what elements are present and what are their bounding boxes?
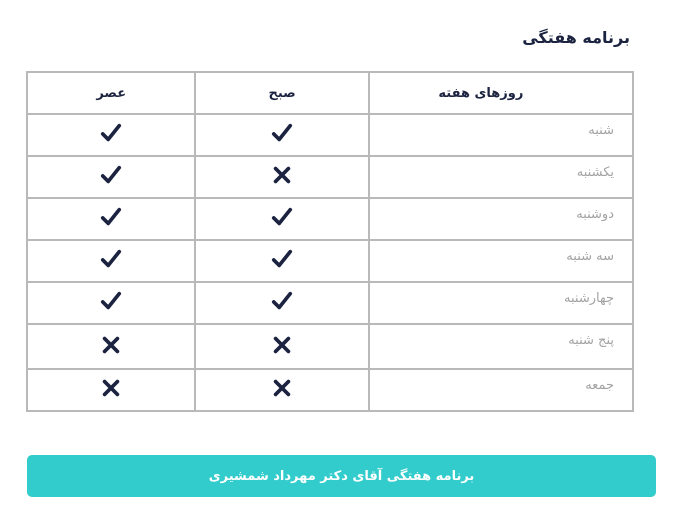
morning-cell xyxy=(195,240,368,282)
day-cell xyxy=(369,198,633,240)
day-label: سه شنبه xyxy=(566,249,614,264)
header-days-label: روزهای هفته xyxy=(438,85,524,101)
day-cell xyxy=(369,369,633,411)
cross-icon xyxy=(271,377,293,399)
day-label: چهارشنبه xyxy=(564,291,614,306)
check-icon xyxy=(100,290,122,312)
cross-icon xyxy=(271,164,293,186)
check-icon xyxy=(271,206,293,228)
check-icon xyxy=(100,248,122,270)
afternoon-cell xyxy=(27,282,195,324)
afternoon-cell xyxy=(27,324,195,369)
table-row xyxy=(27,198,633,240)
morning-cell xyxy=(195,198,368,240)
check-icon xyxy=(100,122,122,144)
morning-cell xyxy=(195,282,368,324)
check-icon xyxy=(271,290,293,312)
day-label: پنج شنبه xyxy=(568,333,614,348)
day-label: دوشنبه xyxy=(576,207,614,222)
header-days xyxy=(369,72,633,114)
day-cell xyxy=(369,282,633,324)
afternoon-cell xyxy=(27,114,195,156)
afternoon-cell xyxy=(27,198,195,240)
cross-icon xyxy=(100,334,122,356)
table-row xyxy=(27,240,633,282)
day-cell xyxy=(369,324,633,369)
check-icon xyxy=(100,164,122,186)
table-header-row xyxy=(27,72,633,114)
cross-icon xyxy=(100,377,122,399)
weekly-schedule-table xyxy=(26,71,634,412)
table-row xyxy=(27,282,633,324)
table-row xyxy=(27,324,633,369)
afternoon-cell xyxy=(27,240,195,282)
morning-cell xyxy=(195,156,368,198)
morning-cell xyxy=(195,369,368,411)
afternoon-cell xyxy=(27,369,195,411)
day-label: یکشنبه xyxy=(576,165,614,180)
day-cell xyxy=(369,156,633,198)
day-label: جمعه xyxy=(585,378,614,393)
weekly-schedule-button[interactable]: برنامه هفتگی آقای دکتر مهرداد شمشیری xyxy=(27,455,656,497)
header-afternoon: عصر xyxy=(27,72,195,114)
table-row xyxy=(27,114,633,156)
morning-cell xyxy=(195,324,368,369)
page-title: برنامه هفتگی xyxy=(522,28,630,47)
cross-icon xyxy=(271,334,293,356)
check-icon xyxy=(271,248,293,270)
day-cell xyxy=(369,114,633,156)
header-morning: صبح xyxy=(195,72,368,114)
table-row xyxy=(27,369,633,411)
check-icon xyxy=(100,206,122,228)
day-label: شنبه xyxy=(588,123,614,138)
check-icon xyxy=(271,122,293,144)
day-cell xyxy=(369,240,633,282)
table-row xyxy=(27,156,633,198)
afternoon-cell xyxy=(27,156,195,198)
morning-cell xyxy=(195,114,368,156)
